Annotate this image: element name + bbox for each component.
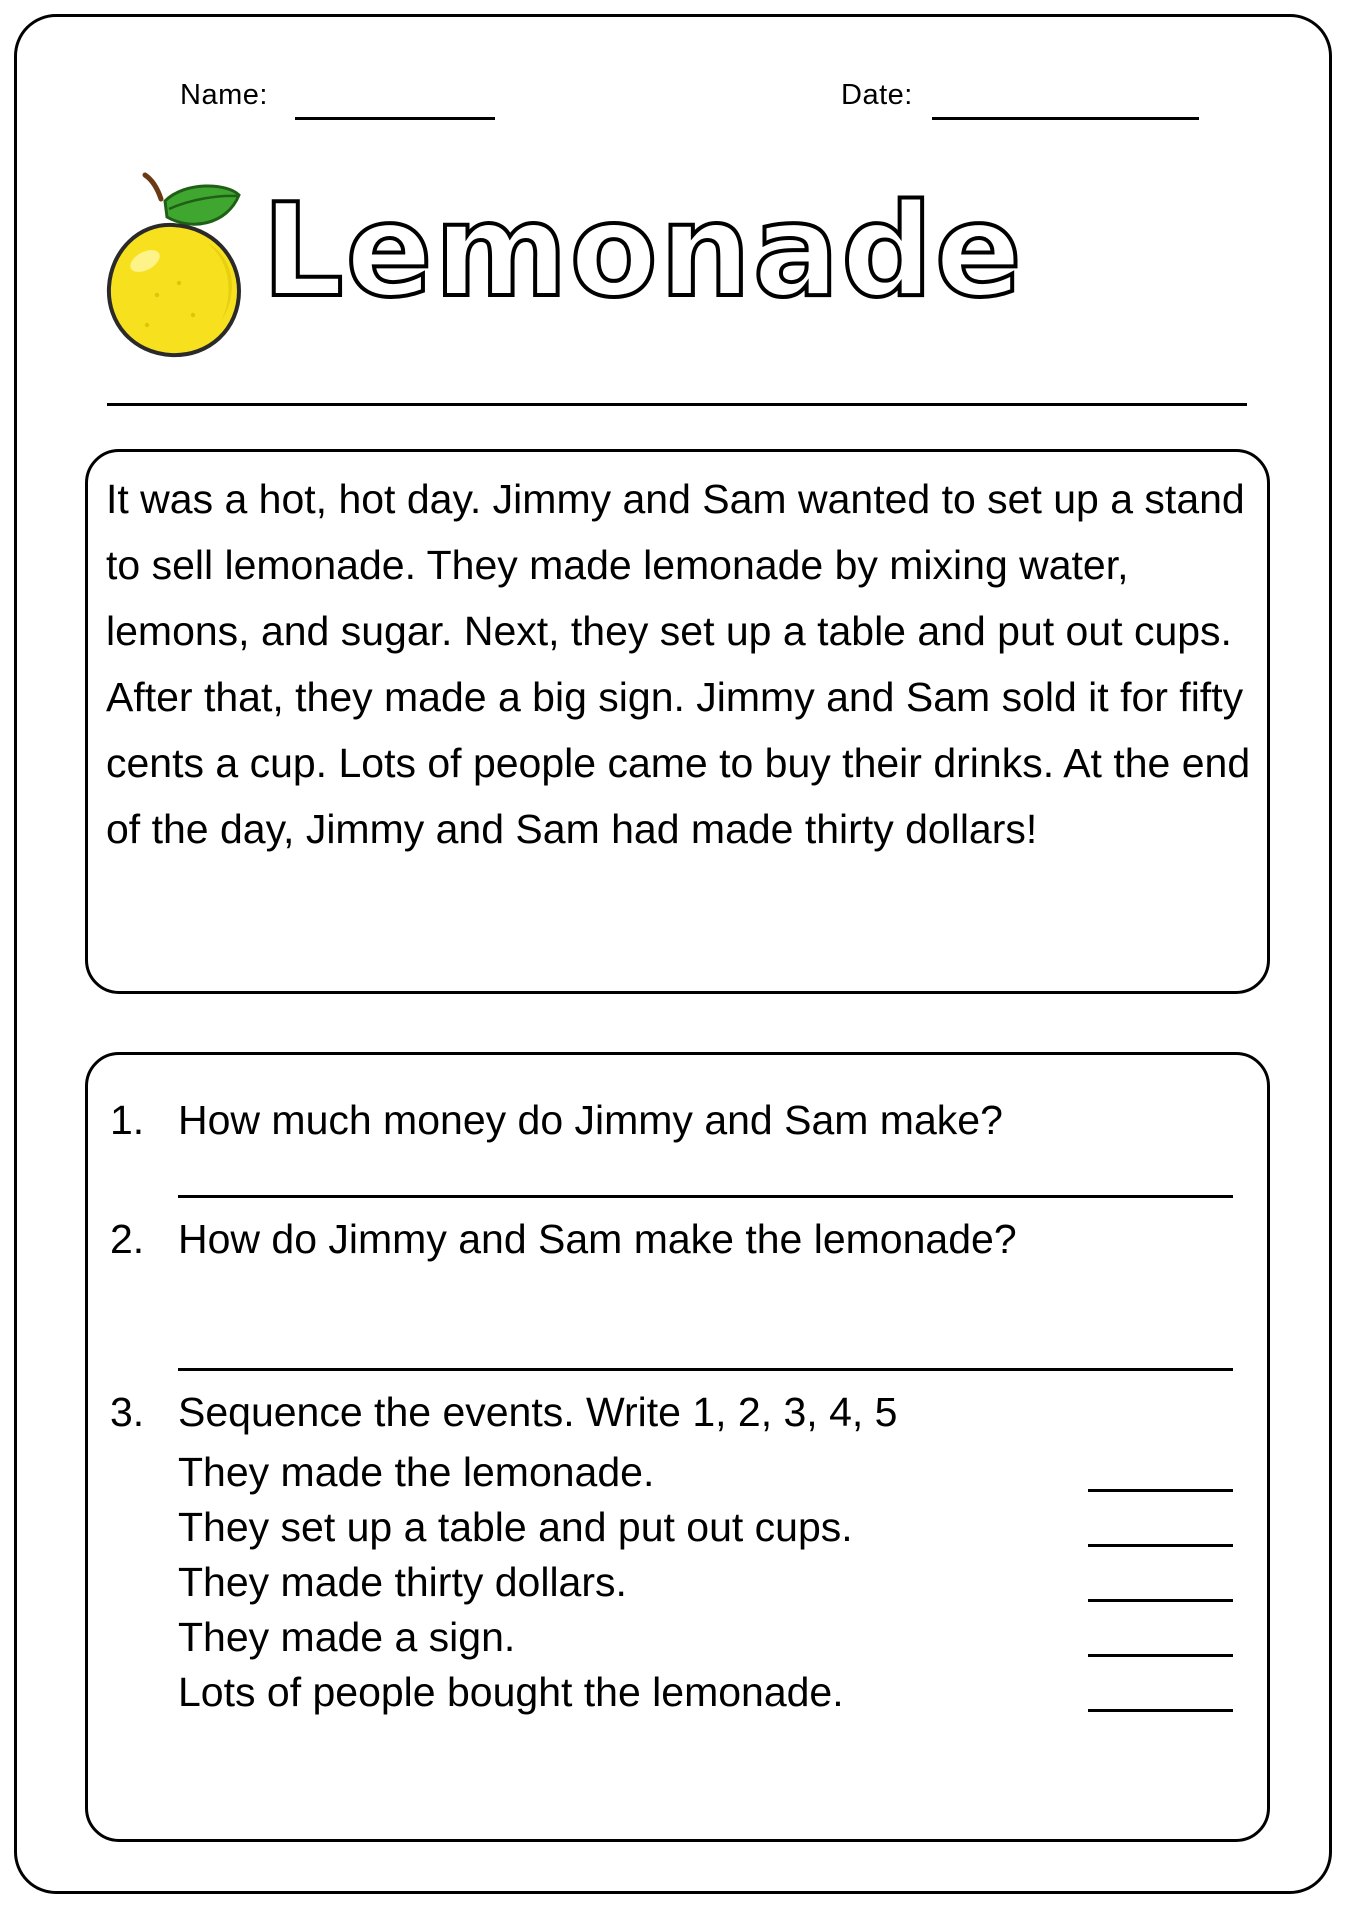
page-title: Lemonade	[262, 177, 1024, 326]
sequence-answer-blank[interactable]	[1088, 1599, 1233, 1602]
date-write-line[interactable]	[932, 117, 1199, 120]
question-1-answer-line[interactable]	[178, 1195, 1233, 1198]
title-row	[17, 157, 1329, 357]
list-item	[178, 1667, 1238, 1722]
list-item	[178, 1557, 1238, 1612]
list-item	[178, 1502, 1238, 1557]
question-3-number: 3.	[110, 1389, 145, 1435]
title-divider	[107, 403, 1247, 406]
question-2-number: 2.	[110, 1216, 145, 1262]
sequence-item-label: They made thirty dollars.	[178, 1559, 627, 1605]
question-1-number: 1.	[110, 1097, 145, 1143]
passage-box	[85, 449, 1270, 994]
question-2-text: How do Jimmy and Sam make the lemonade?	[178, 1216, 1017, 1262]
list-item	[178, 1447, 1238, 1502]
name-label: Name:	[180, 79, 268, 111]
lemon-icon	[87, 165, 257, 365]
sequence-item-label: They made a sign.	[178, 1614, 516, 1660]
name-write-line[interactable]	[295, 117, 495, 120]
passage-text: It was a hot, hot day. Jimmy and Sam wanted to set up a stand to sell lemonade. They made lemonade by mixing water, lemons, and sugar. Next, they set up a table and put out cups. After that, they made a big sign. Jimmy and Sam sold it for fifty cents a cup. Lots of people came to buy their drinks. At the end of the day, Jimmy and Sam had made thirty dollars!	[106, 476, 1251, 852]
sequence-item-label: Lots of people bought the lemonade.	[178, 1669, 844, 1715]
worksheet-page	[14, 14, 1332, 1894]
questions-box	[85, 1052, 1270, 1842]
question-3-text: Sequence the events. Write 1, 2, 3, 4, 5	[178, 1389, 898, 1435]
sequence-list	[178, 1447, 1238, 1722]
date-label: Date:	[841, 79, 913, 111]
name-date-row	[17, 79, 1329, 129]
sequence-answer-blank[interactable]	[1088, 1489, 1233, 1492]
list-item	[178, 1612, 1238, 1667]
question-1-text: How much money do Jimmy and Sam make?	[178, 1097, 1003, 1143]
sequence-answer-blank[interactable]	[1088, 1544, 1233, 1547]
sequence-answer-blank[interactable]	[1088, 1654, 1233, 1657]
question-2-answer-line[interactable]	[178, 1368, 1233, 1371]
sequence-item-label: They set up a table and put out cups.	[178, 1504, 853, 1550]
sequence-item-label: They made the lemonade.	[178, 1449, 655, 1495]
sequence-answer-blank[interactable]	[1088, 1709, 1233, 1712]
